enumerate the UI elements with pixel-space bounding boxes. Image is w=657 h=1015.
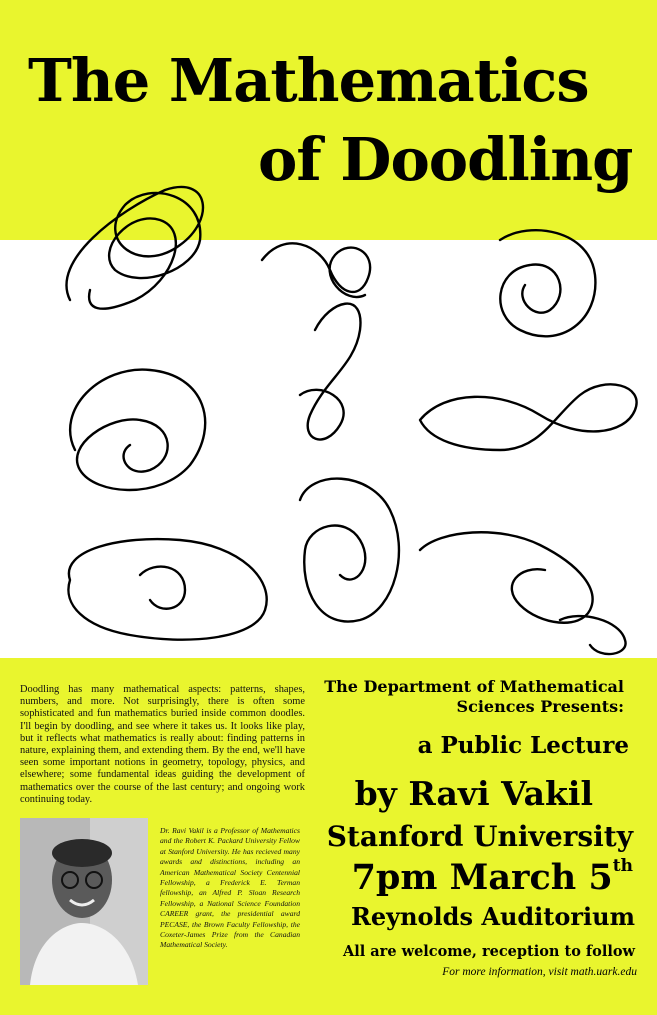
event-date [352,856,633,898]
welcome-note: All are welcome, reception to follow [342,943,635,960]
doodle-curve [420,532,593,622]
lecture-abstract: Doodling has many mathematical aspects: patterns, shapes, numbers, and more. Not surprisingly, there is often some sophisticated and fun mathematics buried inside common doodles. I'll begin by doodling, and see where it takes us. It looks like play, but it reflects what mathematics is really about: finding patterns in nature, explaining them, and extending them. By the end, we'll have seen some important notions in geometry, topology, physics, and elsewhere; some fundamental ideas guiding the development of mathematics over the course of the last century; and ongoing work continuing today. [20,684,305,805]
speaker-photo [20,818,148,985]
speaker-photo-illustration [20,818,148,985]
doodle-curve [420,384,637,450]
doodle-curve [500,230,595,336]
presenter-line-2: Sciences Presents: [456,697,624,716]
more-info-link: For more information, visit math.uark.edu [442,966,637,978]
doodle-curve [300,304,360,440]
lecture-type: a Public Lecture [417,732,629,759]
doodle-curve [300,479,399,622]
doodle-curve [262,243,370,297]
speaker-university: Stanford University [326,820,633,853]
doodle-curve [140,567,185,609]
poster-title-line-1: The Mathematics [28,46,589,115]
doodle-curve [66,187,202,309]
doodle-illustrations [0,150,657,670]
event-venue: Reynolds Auditorium [350,902,635,931]
doodle-curve [68,539,266,640]
doodle-curve [70,370,205,490]
speaker-name: by Ravi Vakil [354,774,593,813]
presenter-line-1: The Department of Mathematical [324,677,624,696]
event-date-suffix: th [612,856,633,876]
poster-title-line-2: of Doodling [258,125,633,194]
speaker-bio: Dr. Ravi Vakil is a Professor of Mathematics and the Robert K. Packard University Fellow at Stanford University. He has recieved many awards and distinctions, including an American Mathematical Society Centennial Fellowship, a Frederick E. Terman fellowship, an Alfred P. Sloan Research Fellowship, a National Science Foundation CAREER grant, the presidential award PECASE, the Brown Faculty Fellowship, the Coxeter-James Prize from the Canadian Mathematical Society. [160,826,300,950]
event-date-text: 7pm March 5 [351,857,613,898]
